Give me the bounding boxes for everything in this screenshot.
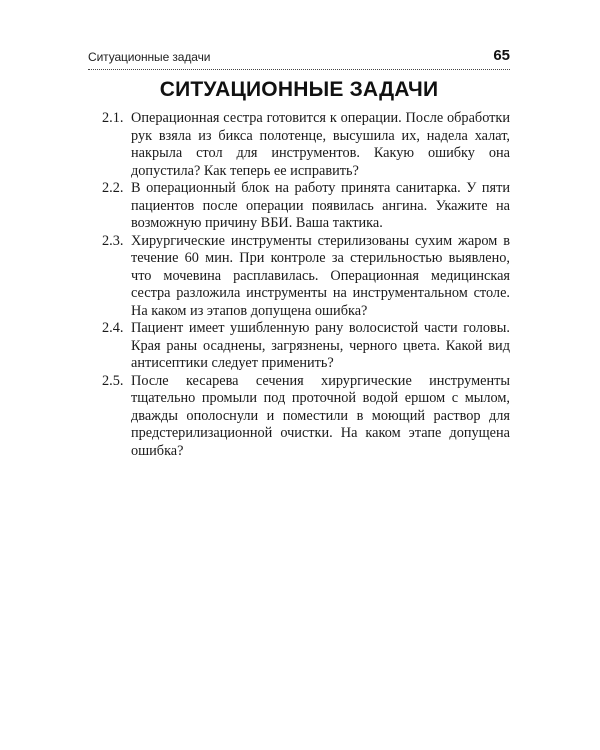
task-text: В операционный блок на работу принята санитарка. У пяти пациентов после операции появилась ангина. Укажите на возможную причину ВБИ. Ваша тактика.: [131, 180, 510, 231]
task-item: [102, 110, 510, 180]
running-title: Ситуационные задачи: [88, 50, 211, 64]
task-number: 2.2.: [102, 180, 124, 196]
task-item: [102, 180, 510, 233]
task-number: 2.3.: [102, 232, 124, 249]
task-item: [102, 373, 510, 461]
task-number: 2.4.: [102, 320, 124, 336]
header-divider: [88, 69, 510, 70]
task-list: [102, 110, 510, 460]
task-text: Хирургические инструменты стерилизованы сухим жаром в течение 60 мин. При контроле за стерильностью выявлено, что мочевина расплавилась. Операционная медицинская сестра разложила инструменты на инструментальном столе. На каком из этапов допущена ошибка?: [131, 232, 510, 319]
running-header: [88, 48, 510, 70]
task-text: Пациент имеет ушибленную рану волосистой части головы. Края раны осаднены, загрязнены, черного цвета. Какой вид антисептики следует применить?: [131, 320, 510, 371]
section-title: СИТУАЦИОННЫЕ ЗАДАЧИ: [159, 78, 439, 101]
task-item: [102, 233, 510, 321]
task-number: 2.5.: [102, 372, 124, 389]
task-number: 2.1.: [102, 110, 124, 126]
task-text: Операционная сестра готовится к операции. После обработки рук взяла из бикса полотенце, высушила их, надела халат, накрыла стол для инструментов. Какую ошибку она допустила? Как теперь ее исправить?: [131, 110, 510, 179]
page-number: 65: [493, 47, 510, 64]
task-item: [102, 320, 510, 373]
task-text: После кесарева сечения хирургические инструменты тщательно промыли под проточной водой ершом с мылом, дважды ополоснули и поместили в моющий раствор для предстерилизационной очистки. На каком этапе допущена ошибка?: [131, 372, 510, 459]
